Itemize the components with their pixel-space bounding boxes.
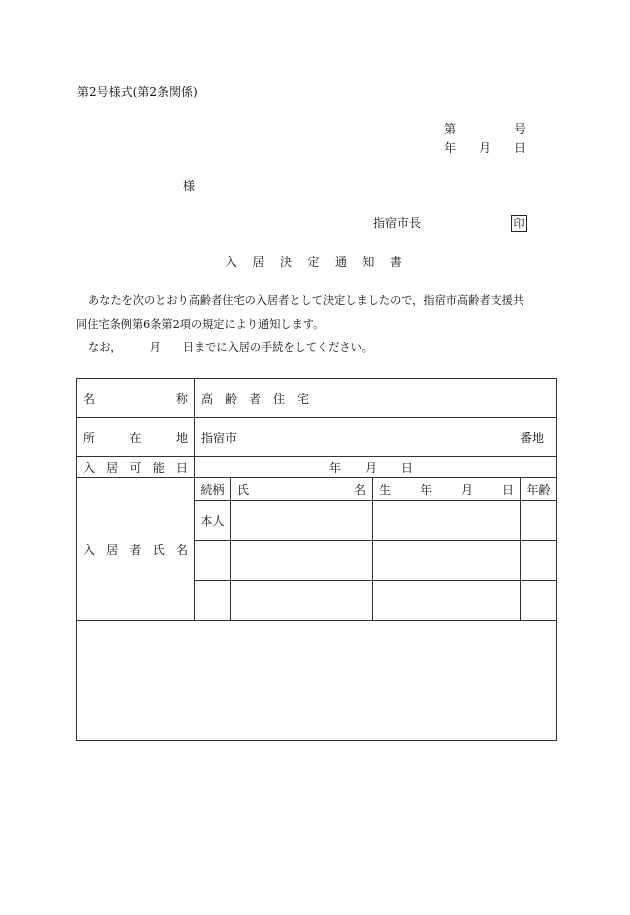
avail-date-cell [195,457,557,478]
body-line-3-prefix: なお， [88,341,122,354]
col-age-label: 年齢 [526,482,551,497]
title-char: 知 [362,255,375,269]
avail-label-char: 可 [129,460,142,475]
name-value-char: 住 [273,391,286,406]
residents-label-cell [77,478,195,621]
row-residents-header [77,478,557,501]
title-char: 居 [252,255,265,269]
resident-name-cell[interactable] [231,501,373,541]
avail-label-char: 能 [152,460,165,475]
resident-name-cell[interactable] [231,581,373,621]
name-value-char: 高 [201,391,214,406]
avail-day: 日 [401,460,414,475]
doc-no-suffix: 号 [513,122,526,136]
issue-date [444,142,526,154]
col-relation-header [195,478,231,501]
resident-age-cell[interactable] [521,581,557,621]
issue-date-month: 月 [478,141,491,155]
body-line-3-month: 月 [149,341,161,354]
relation-self: 本人 [200,514,225,528]
residents-label-char: 名 [175,542,188,557]
resident-birth-cell[interactable] [373,581,521,621]
col-birth-char: 月 [460,482,473,497]
col-name-char: 氏 [237,482,250,497]
col-name-char: 名 [353,482,366,497]
location-city: 指宿市 [201,430,238,445]
relation-cell[interactable] [195,581,231,621]
seal-mark: 印 [511,215,527,232]
row-available-date [77,457,557,478]
resident-birth-cell[interactable] [373,501,521,541]
residents-label-char: 氏 [152,542,165,557]
title-char: 通 [334,255,347,269]
body-line-3 [88,342,373,353]
row-remarks [77,621,557,741]
body-line-3-day: 日までに入居の手続をしてください。 [182,341,373,354]
relation-cell[interactable] [195,541,231,581]
col-birth-char: 生 [379,482,392,497]
doc-no-prefix: 第 [444,122,457,136]
row-location [77,418,557,457]
resident-age-cell[interactable] [521,541,557,581]
location-label-char: 所 [83,430,96,445]
location-label-cell [77,418,195,457]
col-birth-char: 日 [501,482,514,497]
title-char: 決 [279,255,292,269]
body-line-1: あなたを次のとおり高齢者住宅の入居者として決定しましたので，指宿市高齢者支援共 [88,294,525,307]
avail-month: 月 [365,460,378,475]
col-name-header [231,478,373,501]
resident-birth-cell[interactable] [373,541,521,581]
relation-cell [195,501,231,541]
location-label-char: 在 [129,430,142,445]
issue-date-year: 年 [444,141,457,155]
col-birth-header [373,478,521,501]
body-line-2: 同住宅条例第6条第2項の規定により通知します。 [76,318,325,331]
addressee-honorific: 様 [183,179,196,193]
name-value-cell [195,379,557,418]
location-value-cell [195,418,557,457]
resident-name-cell[interactable] [231,541,373,581]
avail-label-char: 入 [83,460,96,475]
location-label-char: 地 [175,430,188,445]
name-value-char: 者 [249,391,262,406]
name-label-char: 名 [83,391,96,406]
col-relation-label: 続柄 [200,482,225,497]
residents-label-char: 入 [83,542,96,557]
issue-date-day: 日 [513,141,526,155]
form-number: 第2号様式(第2条関係) [77,85,198,99]
residents-label-char: 者 [129,542,142,557]
title-char: 定 [307,255,320,269]
name-label-char: 称 [175,391,188,406]
avail-year: 年 [329,460,342,475]
col-birth-char: 年 [419,482,432,497]
name-value-char: 齢 [225,391,238,406]
issuer-name: 指宿市長 [373,216,422,230]
title-char: 書 [389,255,402,269]
avail-label-char: 居 [106,460,119,475]
resident-age-cell[interactable] [521,501,557,541]
title-char: 入 [225,255,238,269]
residents-label-char: 居 [106,542,119,557]
name-value-char: 宅 [297,391,310,406]
row-name [77,379,557,418]
avail-label-cell [77,457,195,478]
location-suffix: 番地 [520,430,545,445]
remarks-cell[interactable] [77,621,557,741]
notice-table [76,378,557,741]
document-title [225,256,402,268]
avail-label-char: 日 [175,460,188,475]
col-age-header [521,478,557,501]
document-number [444,123,526,135]
name-label-cell [77,379,195,418]
